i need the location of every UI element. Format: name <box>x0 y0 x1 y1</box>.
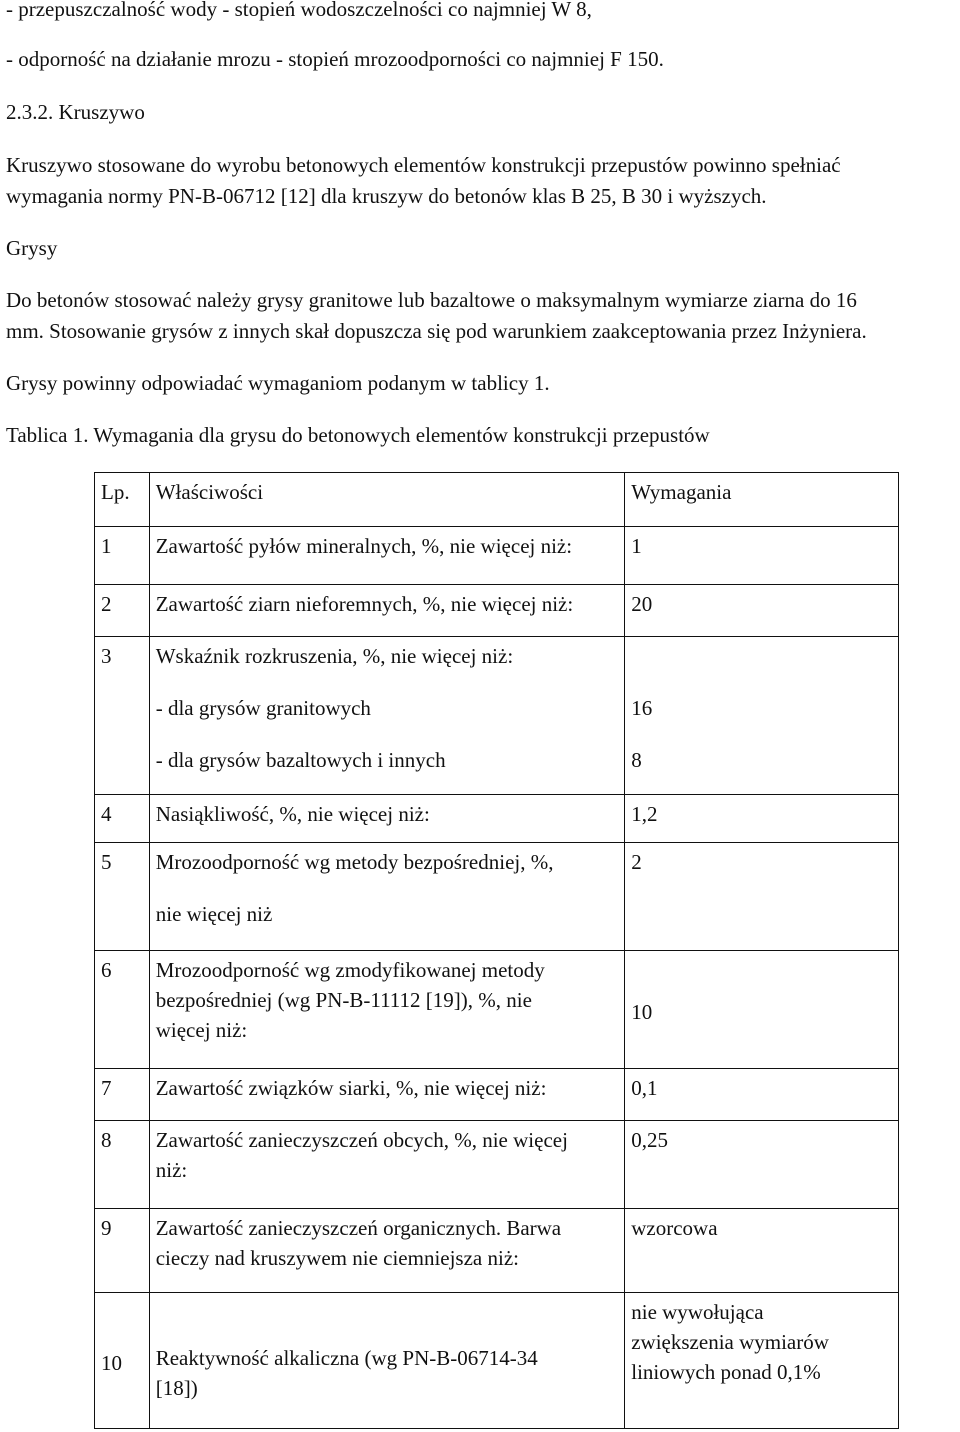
row-requirement: 1,2 <box>625 795 899 843</box>
row-property: Zawartość ziarn nieforemnych, %, nie więcej niż: <box>149 585 625 637</box>
row-requirement-line3: liniowych ponad 0,1% <box>631 1360 821 1384</box>
table-row <box>95 637 899 795</box>
table-header-row <box>95 473 899 527</box>
row-lp: 9 <box>95 1209 150 1293</box>
header-property: Właściwości <box>149 473 625 527</box>
header-requirement: Wymagania <box>625 473 899 527</box>
table-row <box>95 843 899 951</box>
row-property-line2: bezpośredniej (wg PN-B-11112 [19]), %, nie <box>155 988 532 1012</box>
table-row <box>95 1293 899 1429</box>
table-row <box>95 795 899 843</box>
row-lp: 3 <box>95 637 150 795</box>
row-requirement: 20 <box>625 585 899 637</box>
table-row <box>95 1069 899 1121</box>
row-requirement: 10 <box>625 951 899 1069</box>
table-row <box>95 951 899 1069</box>
row-property-line1: Mrozoodporność wg metody bezpośredniej, %, <box>155 850 554 874</box>
row-property: Zawartość pyłów mineralnych, %, nie więcej niż: <box>149 527 625 585</box>
paragraph-grysy-3: Grysy powinny odpowiadać wymaganiom podanym w tablicy 1. <box>6 371 550 395</box>
paragraph-aggregate-1: Kruszywo stosowane do wyrobu betonowych elementów konstrukcji przepustów powinno spełniać <box>6 153 841 177</box>
row-property-line2: [18]) <box>155 1375 198 1400</box>
paragraph-aggregate-2: wymagania normy PN-B-06712 [12] dla kruszyw do betonów klas B 25, B 30 i wyższych. <box>6 184 767 208</box>
table-row <box>95 1121 899 1209</box>
row-property: Nasiąkliwość, %, nie więcej niż: <box>149 795 625 843</box>
row-property-line2: nie więcej niż <box>155 902 273 926</box>
row-requirement: 0,1 <box>625 1069 899 1121</box>
row-property-line1: Reaktywność alkaliczna (wg PN-B-06714-34 <box>155 1345 538 1370</box>
row-lp: 10 <box>95 1293 150 1429</box>
row-requirement-line2: zwiększenia wymiarów <box>631 1330 829 1354</box>
section-heading-aggregate: 2.3.2. Kruszywo <box>6 100 145 124</box>
row-lp: 6 <box>95 951 150 1069</box>
row-property-line2: niż: <box>155 1158 188 1182</box>
row-property <box>149 1121 625 1209</box>
table-caption: Tablica 1. Wymagania dla grysu do betonowych elementów konstrukcji przepustów <box>6 423 710 447</box>
row-requirement-line1: nie wywołująca <box>631 1300 764 1324</box>
row-property-line1: Zawartość zanieczyszczeń obcych, %, nie więcej <box>155 1128 568 1152</box>
row-requirement: 0,25 <box>625 1121 899 1209</box>
row-property <box>149 1209 625 1293</box>
row-requirement-granite: 16 <box>631 696 653 720</box>
row-property <box>149 951 625 1069</box>
subheading-grysy: Grysy <box>6 236 58 260</box>
row-property <box>149 843 625 951</box>
row-lp: 4 <box>95 795 150 843</box>
row-property-main: Wskaźnik rozkruszenia, %, nie więcej niż: <box>155 644 514 668</box>
row-property-sub-granite: - dla grysów granitowych <box>155 696 371 720</box>
paragraph-grysy-2: mm. Stosowanie grysów z innych skał dopuszcza się pod warunkiem zaakceptowania przez Inżyniera. <box>6 319 867 343</box>
paragraph-grysy-1: Do betonów stosować należy grysy granitowe lub bazaltowe o maksymalnym wymiarze ziarna do 16 <box>6 288 857 312</box>
row-lp: 5 <box>95 843 150 951</box>
row-requirement: 2 <box>625 843 899 951</box>
row-property-line3: więcej niż: <box>155 1018 248 1042</box>
row-requirement <box>625 1293 899 1429</box>
row-requirement: 1 <box>625 527 899 585</box>
row-lp: 8 <box>95 1121 150 1209</box>
row-requirement-basalt: 8 <box>631 748 642 772</box>
paragraph-water-permeability: - przepuszczalność wody - stopień wodoszczelności co najmniej W 8, <box>6 0 592 21</box>
row-requirement <box>625 637 899 795</box>
row-property <box>149 1293 625 1429</box>
row-property-sub-basalt: - dla grysów bazaltowych i innych <box>155 748 446 772</box>
requirements-table <box>94 472 899 1429</box>
paragraph-frost-resistance: - odporność na działanie mrozu - stopień mrozoodporności co najmniej F 150. <box>6 47 664 71</box>
row-property-line1: Mrozoodporność wg zmodyfikowanej metody <box>155 958 545 982</box>
row-property-line1: Zawartość zanieczyszczeń organicznych. Barwa <box>155 1216 562 1240</box>
table-row <box>95 527 899 585</box>
header-lp: Lp. <box>95 473 150 527</box>
row-lp: 7 <box>95 1069 150 1121</box>
table-row <box>95 585 899 637</box>
row-property-line2: cieczy nad kruszywem nie ciemniejsza niż: <box>155 1246 519 1270</box>
row-requirement: wzorcowa <box>625 1209 899 1293</box>
row-lp: 2 <box>95 585 150 637</box>
row-property: Zawartość związków siarki, %, nie więcej niż: <box>149 1069 625 1121</box>
table-row <box>95 1209 899 1293</box>
row-property <box>149 637 625 795</box>
row-lp: 1 <box>95 527 150 585</box>
